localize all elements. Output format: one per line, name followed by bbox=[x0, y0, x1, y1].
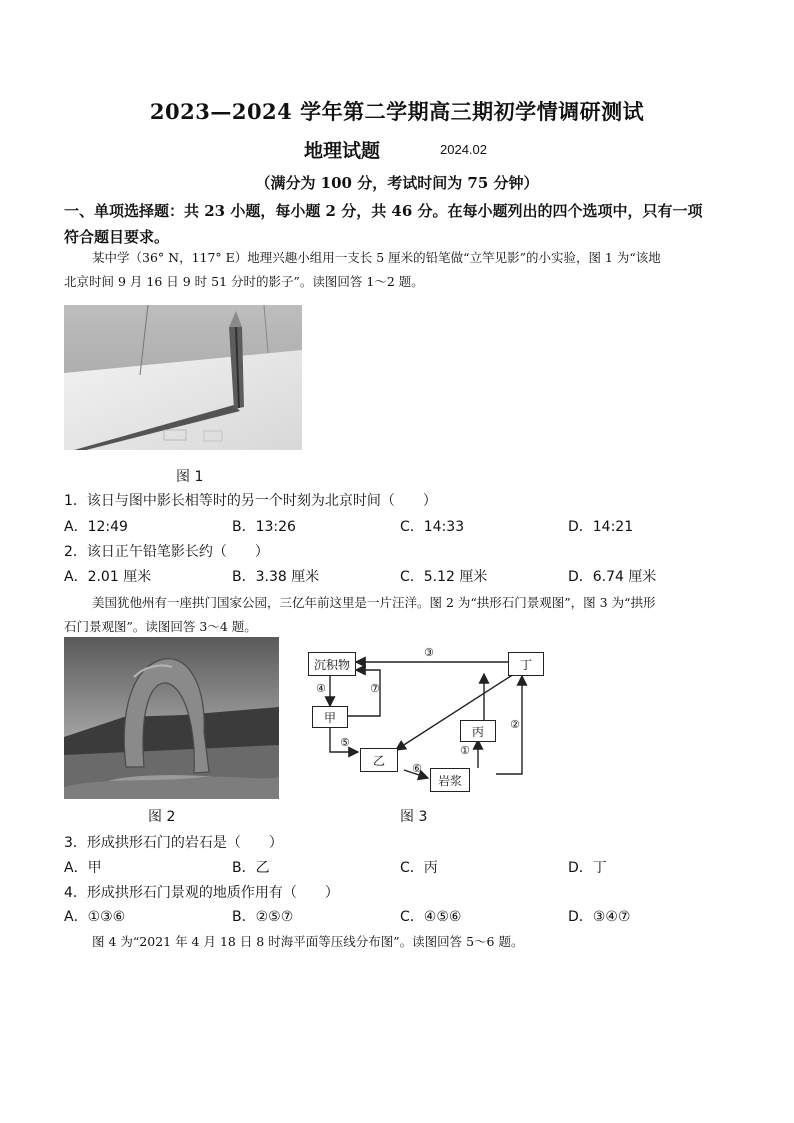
q3-option-a: A．甲 bbox=[64, 860, 102, 876]
box-yi: 乙 bbox=[360, 748, 398, 772]
q2-option-b: B．3.38 厘米 bbox=[232, 569, 320, 585]
q4-option-b: B．②⑤⑦ bbox=[232, 909, 294, 925]
score-note: （满分为 100 分，考试时间为 75 分钟） bbox=[255, 174, 539, 192]
section-heading-line1: 一、单项选择题：共 23 小题，每小题 2 分，共 46 分。在每小题列出的四个选项中，只有一项 bbox=[64, 202, 703, 220]
q4-option-a: A．①③⑥ bbox=[64, 909, 126, 925]
section-heading-line2: 符合题目要求。 bbox=[64, 228, 170, 246]
passage-3 bbox=[64, 930, 732, 954]
passage-3-line1: 图 4 为“2021 年 4 月 18 日 8 时海平面等压线分布图”。读图回答 5～6 题。 bbox=[92, 934, 524, 949]
question-1-stem: 1．该日与图中影长相等时的另一个时刻为北京时间（ ） bbox=[64, 493, 437, 509]
passage-2 bbox=[64, 591, 732, 639]
passage-1 bbox=[64, 246, 732, 294]
q1-option-d: D．14:21 bbox=[568, 519, 634, 535]
q4-option-c: C．④⑤⑥ bbox=[400, 909, 462, 925]
q1-option-c: C．14:33 bbox=[400, 519, 465, 535]
figure-2-caption: 图 2 bbox=[148, 809, 176, 825]
q4-option-d: D．③④⑦ bbox=[568, 909, 631, 925]
question-4-stem: 4．形成拱形石门景观的地质作用有（ ） bbox=[64, 885, 339, 901]
q3-option-b: B．乙 bbox=[232, 860, 270, 876]
q2-option-c: C．5.12 厘米 bbox=[400, 569, 488, 585]
q2-option-d: D．6.74 厘米 bbox=[568, 569, 657, 585]
subject-title: 地理试题 bbox=[304, 140, 381, 162]
arrow-label-1: ① bbox=[460, 744, 470, 757]
arrow-label-4: ④ bbox=[316, 682, 326, 695]
q3-option-d: D．丁 bbox=[568, 860, 607, 876]
figure-3-diagram bbox=[300, 640, 560, 800]
question-2-stem: 2．该日正午铅笔影长约（ ） bbox=[64, 544, 269, 560]
box-sediment: 沉积物 bbox=[308, 652, 356, 676]
arrow-label-5: ⑤ bbox=[340, 736, 350, 749]
arrow-label-2: ② bbox=[510, 718, 520, 731]
arrow-label-3: ③ bbox=[424, 646, 434, 659]
box-bing: 丙 bbox=[460, 720, 496, 742]
figure-2-photo bbox=[64, 637, 279, 799]
box-ding: 丁 bbox=[508, 652, 544, 676]
question-3-stem: 3．形成拱形石门的岩石是（ ） bbox=[64, 835, 283, 851]
passage-1-line2: 北京时间 9 月 16 日 9 时 51 分时的影子”。读图回答 1～2 题。 bbox=[64, 274, 424, 289]
box-jia: 甲 bbox=[312, 706, 348, 728]
section-heading bbox=[64, 198, 734, 250]
passage-2-line2: 石门景观图”。读图回答 3～4 题。 bbox=[64, 619, 257, 634]
figure-1-photo bbox=[64, 305, 302, 450]
q2-option-a: A．2.01 厘米 bbox=[64, 569, 152, 585]
box-magma: 岩浆 bbox=[430, 768, 470, 792]
passage-2-line1: 美国犹他州有一座拱门国家公园，三亿年前这里是一片汪洋。图 2 为“拱形石门景观图”，图 3 为“拱形 bbox=[92, 595, 656, 610]
figure-1-caption: 图 1 bbox=[176, 469, 204, 485]
figure-3-caption: 图 3 bbox=[400, 809, 428, 825]
q1-option-a: A．12:49 bbox=[64, 519, 128, 535]
arrow-label-6: ⑥ bbox=[412, 762, 422, 775]
q1-option-b: B．13:26 bbox=[232, 519, 296, 535]
q3-option-c: C．丙 bbox=[400, 860, 438, 876]
arrow-label-7: ⑦ bbox=[370, 682, 380, 695]
passage-1-line1: 某中学（36° N，117° E）地理兴趣小组用一支长 5 厘米的铅笔做“立竿见影”的小实验，图 1 为“该地 bbox=[92, 250, 661, 265]
exam-date: 2024.02 bbox=[440, 142, 487, 157]
exam-title: 2023—2024 学年第二学期高三期初学情调研测试 bbox=[149, 99, 645, 124]
